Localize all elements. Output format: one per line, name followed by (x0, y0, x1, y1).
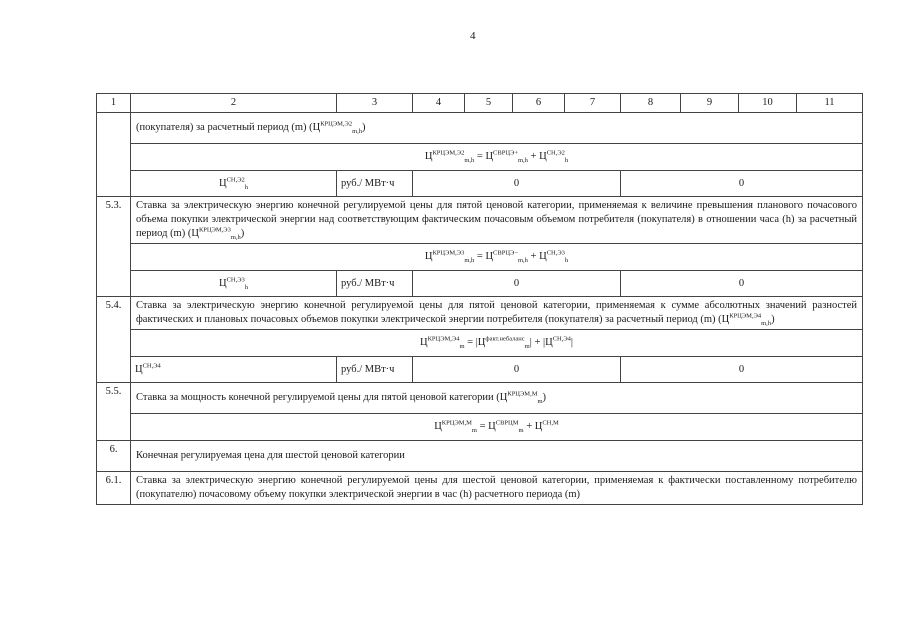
formula-row (97, 244, 863, 271)
value-row (97, 271, 863, 297)
value-cell: 0 (413, 171, 621, 197)
table-row (97, 113, 863, 144)
row-description: (покупателя) за расчетный период (m) $(Ц^{КРЦЭМ,Э2}_{m,h})$ (131, 113, 863, 144)
col-header: 8 (621, 94, 681, 113)
param-name: $Ц^{СН,Э3}_h$ (131, 271, 337, 297)
col-header: 2 (131, 94, 337, 113)
col-header: 10 (739, 94, 797, 113)
formula-row (97, 414, 863, 441)
row-description: Ставка за электрическую энергию конечной регулируемой цены для шестой ценовой категории, применяемая к фактически поставленному потребителю (покупателю) почасовому объему покупки электрической энергии в час (h) расчетного периода (m) (131, 472, 863, 505)
row-number: 5.4. (97, 297, 131, 383)
value-cell: 0 (621, 357, 863, 383)
formula-row (97, 330, 863, 357)
value-row (97, 171, 863, 197)
row-number: 5.3. (97, 197, 131, 297)
row-description: Ставка за мощность конечной регулируемой цены для пятой ценовой категории $(Ц^{КРЦЭМ,М}_m)$ (131, 383, 863, 414)
tariff-table (96, 93, 863, 505)
col-header: 7 (565, 94, 621, 113)
value-row (97, 357, 863, 383)
col-header: 5 (465, 94, 513, 113)
unit: руб./ МВт·ч (337, 171, 413, 197)
row-number: 6. (97, 441, 131, 472)
row-description: Ставка за электрическую энергию конечной регулируемой цены для пятой ценовой категории, применяемая к сумме абсолютных значений разностей фактических и плановых почасовых объемов покупки электрической энергии потребителя (покупателя) за расчетный период (m) $(Ц^{КРЦЭМ,Э4}_{m,h})$ (131, 297, 863, 330)
table-row (97, 441, 863, 472)
row-description: Ставка за электрическую энергию конечной регулируемой цены для пятой ценовой категории, применяемая к величине превышения планового почасового объема покупки электрической энергии над соответствующим фактическим почасовым объемом потребителя (покупателя) в отношении часа (h) за расчетный период (m) $(Ц^{КРЦЭМ,Э3}_{m,h})$ (131, 197, 863, 244)
col-header: 4 (413, 94, 465, 113)
page-number: 4 (470, 30, 476, 42)
value-cell: 0 (413, 271, 621, 297)
table-row (97, 383, 863, 414)
header-row (97, 94, 863, 113)
col-header: 6 (513, 94, 565, 113)
table-row (97, 197, 863, 244)
col-header: 11 (797, 94, 863, 113)
param-name: $Ц^{СН,Э2}_h$ (131, 171, 337, 197)
row-description: Конечная регулируемая цена для шестой ценовой категории (131, 441, 863, 472)
row-number: 6.1. (97, 472, 131, 505)
table-row (97, 297, 863, 330)
unit: руб./ МВт·ч (337, 357, 413, 383)
formula: $Ц^{КРЦЭМ,Э4}_m = |Ц^{факт.небаланс}_m| + |Ц^{СН,Э4}|$ (131, 330, 863, 357)
value-cell: 0 (413, 357, 621, 383)
row-number-cell (97, 113, 131, 197)
formula: $Ц^{КРЦЭМ,Э2}_{m,h} = Ц^{СВРЦЭ+}_{m,h} + Ц^{СН,Э2}_h$ (131, 144, 863, 171)
col-header: 9 (681, 94, 739, 113)
formula-row (97, 144, 863, 171)
row-number: 5.5. (97, 383, 131, 441)
formula: $Ц^{КРЦЭМ,М}_m = Ц^{СВРЦМ}_m + Ц^{СН,М}$ (131, 414, 863, 441)
formula: $Ц^{КРЦЭМ,Э3}_{m,h} = Ц^{СВРЦЭ-}_{m,h} + Ц^{СН,Э3}_h$ (131, 244, 863, 271)
col-header: 3 (337, 94, 413, 113)
col-header: 1 (97, 94, 131, 113)
unit: руб./ МВт·ч (337, 271, 413, 297)
table-row (97, 472, 863, 505)
value-cell: 0 (621, 271, 863, 297)
value-cell: 0 (621, 171, 863, 197)
param-name: $Ц^{СН,Э4}$ (131, 357, 337, 383)
